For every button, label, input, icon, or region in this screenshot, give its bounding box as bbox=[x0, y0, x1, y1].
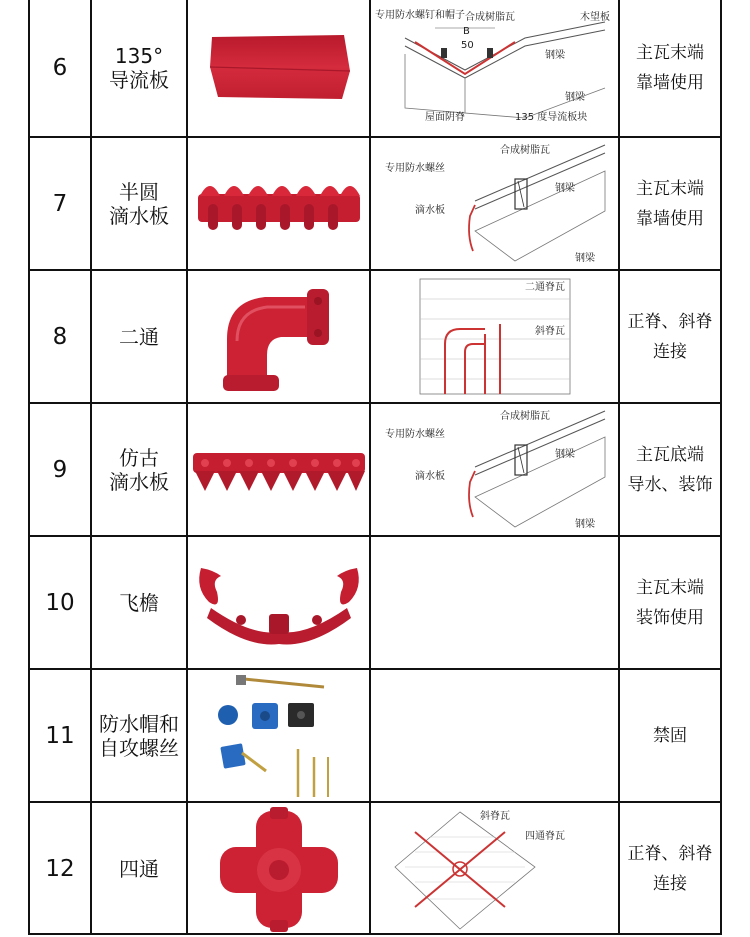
install-diagram bbox=[371, 271, 620, 402]
usage: 正脊、斜脊 连接 bbox=[627, 844, 713, 894]
diagram-label: 斜脊瓦 bbox=[479, 810, 510, 822]
product-image bbox=[188, 670, 371, 801]
install-diagram bbox=[371, 0, 620, 136]
install-diagram-antique-drip bbox=[375, 407, 615, 532]
install-diagram bbox=[371, 138, 620, 269]
usage: 主瓦末端 靠墙使用 bbox=[636, 43, 704, 93]
row-number: 8 bbox=[30, 271, 92, 402]
install-diagram bbox=[371, 404, 620, 535]
usage: 禁固 bbox=[653, 725, 687, 746]
half-round-drip-board-icon bbox=[194, 174, 364, 234]
diagram-label: 钢梁 bbox=[544, 50, 565, 61]
diagram-label: 二通脊瓦 bbox=[524, 282, 565, 293]
two-way-connector-icon bbox=[219, 279, 339, 394]
product-image bbox=[188, 404, 371, 535]
install-diagram-drip-board bbox=[375, 141, 615, 266]
diagram-label: 合成树脂瓦 bbox=[464, 12, 515, 23]
flashing-plate-icon bbox=[204, 33, 354, 103]
diagram-label: 滴水板 bbox=[414, 471, 445, 482]
diagram-label: 135 度导流板块 bbox=[514, 112, 587, 123]
row-number: 6 bbox=[30, 0, 92, 136]
usage: 主瓦底端 导水、装饰 bbox=[627, 444, 713, 495]
diagram-label: 专用防水螺钉和帽子 bbox=[374, 10, 465, 21]
row-number: 7 bbox=[30, 138, 92, 269]
diagram-label: 钢梁 bbox=[554, 449, 575, 460]
product-name: 半圆 滴水板 bbox=[92, 138, 188, 269]
flying-eave-icon bbox=[191, 558, 367, 648]
diagram-label: 四通脊瓦 bbox=[524, 830, 565, 842]
product-table bbox=[28, 0, 722, 935]
row-number: 12 bbox=[30, 803, 92, 935]
install-diagram-empty bbox=[371, 537, 620, 668]
product-image bbox=[188, 138, 371, 269]
install-diagram-four-way bbox=[375, 807, 615, 932]
diagram-label: 专用防水螺丝 bbox=[384, 429, 445, 440]
table-row bbox=[30, 537, 720, 670]
table-row bbox=[30, 0, 720, 138]
row-number: 9 bbox=[30, 404, 92, 535]
product-name: 二通 bbox=[92, 271, 188, 402]
table-row bbox=[30, 803, 720, 935]
diagram-label: 滴水板 bbox=[414, 205, 445, 216]
row-number: 10 bbox=[30, 537, 92, 668]
product-name: 飞檐 bbox=[92, 537, 188, 668]
install-diagram bbox=[371, 803, 620, 935]
diagram-label: 50 bbox=[460, 40, 474, 51]
table-row bbox=[30, 670, 720, 803]
usage: 主瓦末端 装饰使用 bbox=[636, 577, 704, 628]
table-row bbox=[30, 404, 720, 537]
product-image bbox=[188, 537, 371, 668]
diagram-label: 钢梁 bbox=[574, 519, 595, 530]
usage: 正脊、斜脊 连接 bbox=[627, 311, 713, 362]
row-number: 11 bbox=[30, 670, 92, 801]
product-name: 仿古 滴水板 bbox=[92, 404, 188, 535]
diagram-label: 合成树脂瓦 bbox=[499, 145, 550, 156]
diagram-label: 钢梁 bbox=[574, 253, 595, 264]
diagram-label: 专用防水螺丝 bbox=[384, 163, 445, 174]
product-image bbox=[188, 0, 371, 136]
table-row bbox=[30, 138, 720, 271]
diagram-label: 木望板 bbox=[579, 12, 610, 23]
usage: 主瓦末端 靠墙使用 bbox=[636, 178, 704, 229]
table-row bbox=[30, 271, 720, 404]
product-name: 防水帽和 自攻螺丝 bbox=[92, 670, 188, 801]
diagram-label: 合成树脂瓦 bbox=[499, 411, 550, 422]
product-image bbox=[188, 803, 371, 935]
antique-drip-board-icon bbox=[191, 445, 367, 495]
diagram-label: 斜脊瓦 bbox=[534, 326, 565, 337]
diagram-label: 屋面阴脊 bbox=[424, 112, 465, 123]
install-diagram-135-flashing bbox=[375, 8, 615, 128]
diagram-label: B bbox=[462, 26, 470, 37]
waterproof-cap-and-screws-icon bbox=[214, 673, 344, 798]
product-image bbox=[188, 271, 371, 402]
install-diagram-two-way bbox=[375, 274, 615, 399]
four-way-connector-icon bbox=[214, 807, 344, 932]
product-name: 135° 导流板 bbox=[92, 0, 188, 136]
install-diagram-empty bbox=[371, 670, 620, 801]
product-name: 四通 bbox=[92, 803, 188, 935]
diagram-label: 钢梁 bbox=[564, 92, 585, 103]
diagram-label: 钢梁 bbox=[554, 183, 575, 194]
